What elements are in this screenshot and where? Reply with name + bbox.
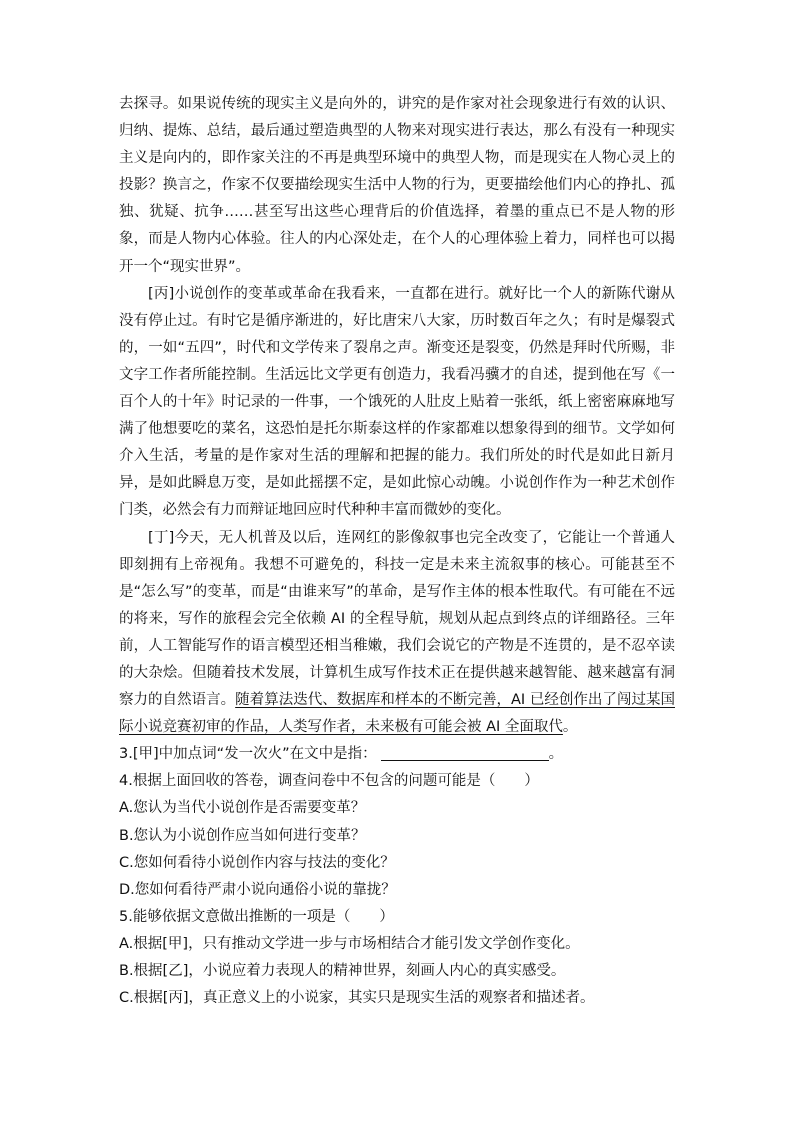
question-3-end: 。	[548, 746, 564, 763]
question-4-option-c: C.您如何看待小说创作内容与技法的变化？	[119, 854, 395, 871]
question-3	[119, 741, 675, 768]
question-3-text: 3.[甲]中加点词“发一次火”在文中是指：	[119, 746, 377, 763]
question-4-option-d: D.您如何看待严肃小说向通俗小说的靠拢？	[119, 881, 396, 898]
passage-paragraph-ding	[119, 525, 675, 742]
question-5-option-c: C.根据[丙]，真正意义上的小说家，其实只是现实生活的观察者和描述者。	[119, 990, 595, 1007]
passage-paragraph-ding-text: [丁]今天，无人机普及以后，连网红的影像叙事也完全改变了，它能让一个普通人即刻拥有上帝视角。我想不可避免的，科技一定是未来主流叙事的核心。可能甚至不是“怎么写”的变革，而是“由谁来写”的革命，是写作主体的根本性取代。有可能在不远的将来，写作的旅程会完全依赖 AI 的全程导航，规划从起点到终点的详细路径。三年前，人工智能写作的语言模型还相当稚嫩，我们会说它的产物是不连贯的，是不忍卒读的大杂烩。但随着技术发展，计算机生成写作技术正在提供越来越智能、越来越富有洞察力的自然语言。	[119, 529, 675, 709]
answer-blank[interactable]	[381, 744, 549, 761]
question-5-stem: 5.能够依据文意做出推断的一项是（ ）	[119, 908, 394, 925]
underlined-sentence: 随着算法迭代、数据库和样本的不断完善，AI 已经创作出了闯过某国际小说竞赛初审的作品，人类写作者，未来极有可能会被 AI 全面取代	[119, 692, 675, 736]
exam-page	[119, 91, 675, 1012]
paragraph-end-mark: 。	[562, 719, 578, 736]
passage-paragraph-1: 去探寻。如果说传统的现实主义是向外的，讲究的是作家对社会现象进行有效的认识、归纳、提炼、总结，最后通过塑造典型的人物来对现实进行表达，那么有没有一种现实主义是向内的，即作家关注的不再是典型环境中的典型人物，而是现实在人物心灵上的投影？换言之，作家不仅要描绘现实生活中人物的行为，更要描绘他们内心的挣扎、孤独、犹疑、抗争……甚至写出这些心理背后的价值选择，着墨的重点已不是人物的形象，而是人物内心体验。往人的内心深处走，在个人的心理体验上着力，同样也可以揭开一个“现实世界”。	[119, 96, 675, 275]
question-4-stem: 4.根据上面回收的答卷，调查问卷中不包含的问题可能是（ ）	[119, 773, 539, 790]
question-4-option-a: A.您认为当代小说创作是否需要变革？	[119, 800, 366, 817]
passage-paragraph-bing: [丙]小说创作的变革或革命在我看来，一直都在进行。就好比一个人的新陈代谢从没有停止过。有时它是循序渐进的，好比唐宋八大家，历时数百年之久；有时是爆裂式的，一如“五四”，时代和文学传来了裂帛之声。渐变还是裂变，仍然是拜时代所赐，非文字工作者所能控制。生活远比文学更有创造力，我看冯骥才的自述，提到他在写《一百个人的十年》时记录的一件事，一个饿死的人肚皮上贴着一张纸，纸上密密麻麻地写满了他想要吃的菜名，这恐怕是托尔斯泰这样的作家都难以想象得到的细节。文学如何介入生活，考量的是作家对生活的理解和把握的能力。我们所处的时代是如此日新月异，是如此瞬息万变，是如此摇摆不定，是如此惊心动魄。小说创作作为一种艺术创作门类，必然会有力而辩证地回应时代种种丰富而微妙的变化。	[119, 285, 675, 519]
question-5-option-a: A.根据[甲]，只有推动文学进一步与市场相结合才能引发文学创作变化。	[119, 935, 580, 952]
question-4-option-b: B.您认为小说创作应当如何进行变革？	[119, 827, 366, 844]
question-5-option-b: B.根据[乙]，小说应着力表现人的精神世界，刻画人内心的真实感受。	[119, 963, 566, 979]
